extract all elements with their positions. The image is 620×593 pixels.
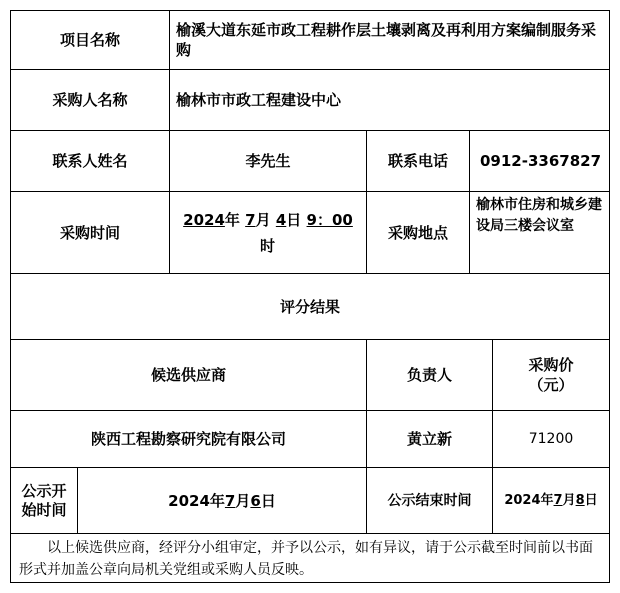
time-year: 2024 bbox=[183, 210, 225, 229]
procurement-time-label: 采购时间 bbox=[10, 191, 170, 274]
publicity-end-label: 公示结束时间 bbox=[366, 467, 493, 534]
publicity-start-label: 公示开始时间 bbox=[10, 467, 78, 534]
end-day-unit: 日 bbox=[584, 492, 598, 508]
purchaser-value: 榆林市市政工程建设中心 bbox=[169, 69, 610, 131]
start-year: 2024 bbox=[168, 491, 210, 510]
col-header-price-line2: （元） bbox=[528, 376, 574, 394]
procurement-time-value bbox=[169, 191, 367, 274]
start-day-unit: 日 bbox=[260, 491, 276, 510]
supplier-price: 71200 bbox=[492, 410, 610, 468]
start-month: 7 bbox=[224, 491, 236, 510]
end-month: 7 bbox=[553, 492, 563, 508]
result-section-title: 评分结果 bbox=[10, 273, 610, 340]
publicity-end-value bbox=[492, 467, 610, 534]
time-hour-unit: 时 bbox=[260, 236, 276, 255]
time-clock: 9：00 bbox=[306, 210, 353, 229]
time-day: 4 bbox=[275, 210, 287, 229]
supplier-person: 黄立新 bbox=[366, 410, 493, 468]
notice-text bbox=[10, 533, 610, 583]
contact-name-value: 李先生 bbox=[169, 130, 367, 192]
time-day-unit: 日 bbox=[286, 210, 302, 229]
end-year: 2024 bbox=[504, 492, 541, 508]
notice-body: 以上候选供应商，经评分小组审定，并予以公示，如有异议，请于公示截至时间前以书面形式并加盖公章向局机关党组或采购人员反映。 bbox=[19, 540, 593, 578]
start-year-unit: 年 bbox=[209, 491, 225, 510]
col-header-supplier: 候选供应商 bbox=[10, 339, 367, 411]
col-header-person: 负责人 bbox=[366, 339, 493, 411]
project-name-value: 榆溪大道东延市政工程耕作层土壤剥离及再利用方案编制服务采购 bbox=[169, 10, 610, 70]
contact-phone-label: 联系电话 bbox=[366, 130, 470, 192]
start-day: 6 bbox=[250, 491, 261, 510]
end-day: 8 bbox=[575, 492, 585, 508]
end-month-unit: 月 bbox=[562, 492, 576, 508]
time-month-unit: 月 bbox=[255, 210, 271, 229]
time-year-unit: 年 bbox=[224, 210, 240, 229]
procurement-place-label: 采购地点 bbox=[366, 191, 470, 274]
start-month-unit: 月 bbox=[235, 491, 251, 510]
time-month: 7 bbox=[245, 210, 256, 229]
procurement-place-value: 榆林市住房和城乡建设局三楼会议室 bbox=[469, 191, 610, 274]
contact-name-label: 联系人姓名 bbox=[10, 130, 170, 192]
purchaser-label: 采购人名称 bbox=[10, 69, 170, 131]
end-year-unit: 年 bbox=[540, 492, 554, 508]
contact-phone-value: 0912-3367827 bbox=[469, 130, 610, 192]
project-name-label: 项目名称 bbox=[10, 10, 170, 70]
supplier-name: 陕西工程勘察研究院有限公司 bbox=[10, 410, 367, 468]
col-header-price bbox=[492, 339, 610, 411]
col-header-price-line1: 采购价 bbox=[528, 356, 574, 374]
publicity-start-value bbox=[77, 467, 367, 534]
